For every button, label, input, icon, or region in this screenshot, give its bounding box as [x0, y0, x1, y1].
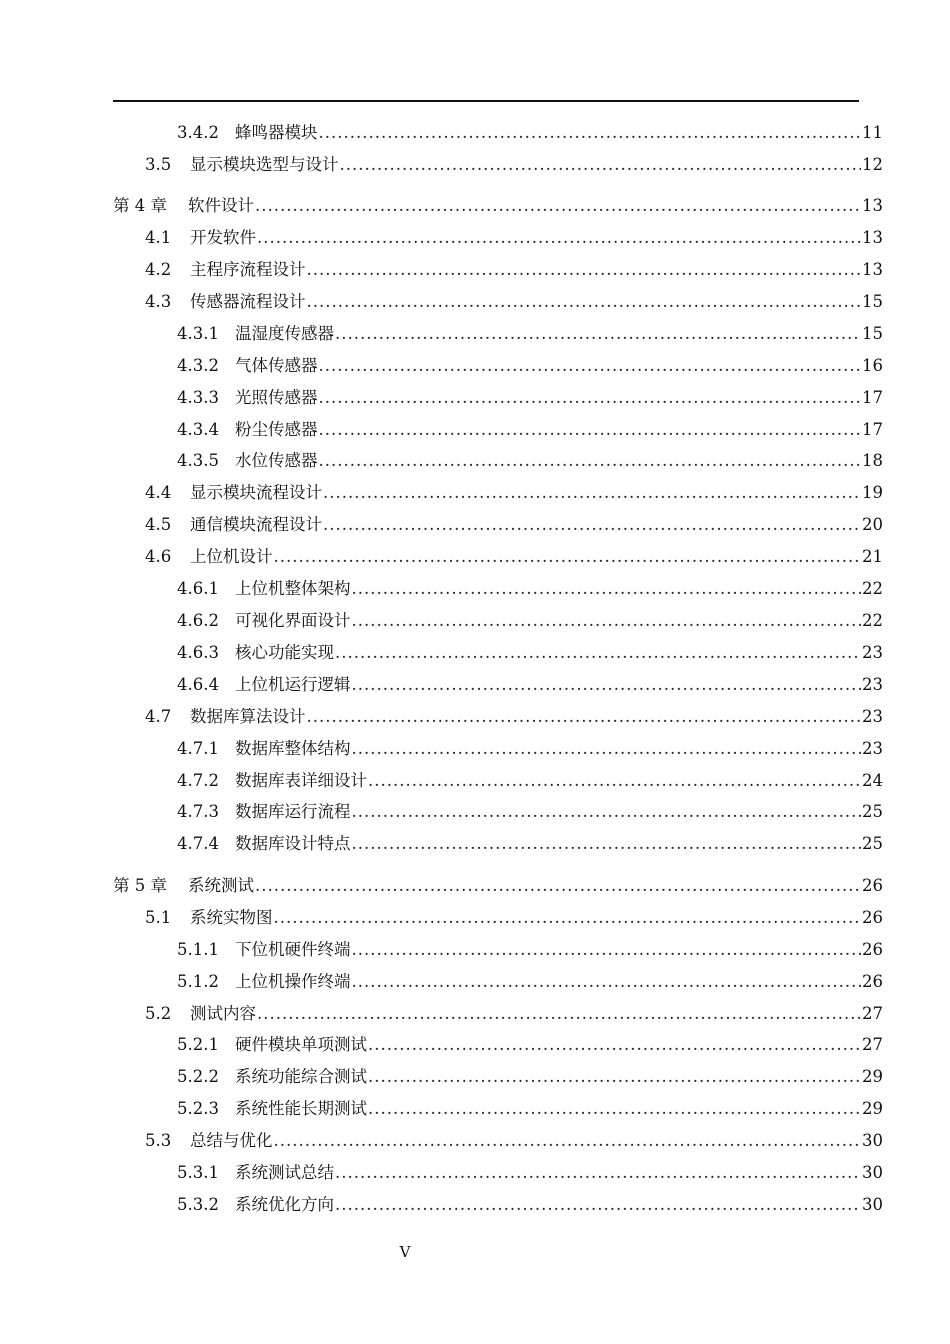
toc-dot-leader: [274, 1129, 862, 1153]
toc-dot-leader: [352, 832, 862, 856]
toc-entry-title: 开发软件: [190, 228, 256, 247]
toc-entry-number: 4.7.1: [177, 739, 219, 758]
toc-entry-page: 26: [862, 876, 883, 895]
toc-dot-leader: [257, 226, 861, 250]
toc-entry-number: 4.7.2: [177, 771, 219, 790]
toc-entry-number: 4.7.4: [177, 834, 219, 853]
toc-entry-number: 4.3.1: [177, 324, 219, 343]
toc-entry-page: 26: [862, 908, 883, 927]
toc-entry[interactable]: [177, 386, 883, 410]
toc-dot-leader: [335, 1193, 861, 1217]
toc-entry-title: 软件设计: [188, 196, 254, 215]
toc-entry[interactable]: [145, 153, 883, 177]
toc-entry-number: 4.6.2: [177, 611, 219, 630]
toc-entry-page: 30: [862, 1195, 883, 1214]
toc-entry-number: 4.6: [145, 547, 172, 566]
toc-dot-leader: [352, 609, 862, 633]
toc-entry-page: 17: [862, 420, 883, 439]
toc-entry-number: 4.3.5: [177, 451, 219, 470]
toc-dot-leader: [319, 449, 862, 473]
toc-entry-number: 4.6.1: [177, 579, 219, 598]
toc-entry-page: 24: [862, 771, 883, 790]
toc-entry-title: 蜂鸣器模块: [235, 123, 318, 142]
toc-entry-title: 主程序流程设计: [190, 260, 306, 279]
toc-entry-number: 5.3.2: [177, 1195, 219, 1214]
toc-dot-leader: [368, 1065, 861, 1089]
toc-entry-page: 13: [862, 228, 883, 247]
toc-entry-title: 光照传感器: [235, 388, 318, 407]
toc-entry[interactable]: [177, 641, 883, 665]
toc-entry-title: 系统功能综合测试: [235, 1067, 367, 1086]
toc-entry-number: 4.7.3: [177, 802, 219, 821]
toc-entry-page: 20: [862, 515, 883, 534]
toc-dot-leader: [323, 513, 861, 537]
toc-dot-leader: [335, 641, 861, 665]
toc-entry-title: 数据库运行流程: [235, 802, 351, 821]
toc-entry-page: 30: [862, 1131, 883, 1150]
toc-entry[interactable]: [177, 121, 883, 145]
toc-entry-title: 核心功能实现: [235, 643, 334, 662]
toc-entry[interactable]: [145, 705, 883, 729]
toc-entry-number: 4.3.3: [177, 388, 219, 407]
toc-entry-title: 系统优化方向: [235, 1195, 334, 1214]
toc-entry-title: 系统测试: [188, 876, 254, 895]
toc-entry-number: 4.5: [145, 515, 172, 534]
toc-entry-number: 4.6.3: [177, 643, 219, 662]
toc-entry-title: 系统性能长期测试: [235, 1099, 367, 1118]
toc-entry-title: 测试内容: [190, 1004, 256, 1023]
toc-entry[interactable]: [145, 481, 883, 505]
toc-entry-number: 5.3: [145, 1131, 172, 1150]
toc-entry-title: 系统实物图: [190, 908, 273, 927]
toc-entry-number: 4.4: [145, 483, 172, 502]
toc-entry-title: 数据库算法设计: [190, 707, 306, 726]
toc-entry-number: 5.1: [145, 908, 172, 927]
toc-entry-title: 通信模块流程设计: [190, 515, 322, 534]
toc-entry[interactable]: [177, 769, 883, 793]
toc-entry[interactable]: [177, 449, 883, 473]
toc-entry-number: 4.1: [145, 228, 172, 247]
toc-entry-page: 12: [862, 155, 883, 174]
toc-dot-leader: [319, 121, 862, 145]
toc-entry-title: 水位传感器: [235, 451, 318, 470]
toc-entry[interactable]: [177, 1193, 883, 1217]
toc-dot-leader: [255, 874, 861, 898]
toc-dot-leader: [352, 737, 862, 761]
toc-dot-leader: [307, 290, 862, 314]
toc-entry-title: 显示模块流程设计: [190, 483, 322, 502]
toc-entry-number: 4.2: [145, 260, 172, 279]
toc-dot-leader: [319, 418, 862, 442]
toc-entry-page: 15: [862, 324, 883, 343]
toc-entry-title: 数据库表详细设计: [235, 771, 367, 790]
toc-entry[interactable]: [177, 1161, 883, 1185]
toc-entry-page: 16: [862, 356, 883, 375]
toc-entry[interactable]: [113, 874, 883, 898]
toc-entry-title: 硬件模块单项测试: [235, 1035, 367, 1054]
toc-dot-leader: [352, 970, 862, 994]
toc-entry-page: 29: [862, 1067, 883, 1086]
toc-entry[interactable]: [113, 194, 883, 218]
toc-entry[interactable]: [177, 1033, 883, 1057]
toc-dot-leader: [368, 769, 861, 793]
toc-entry[interactable]: [145, 226, 883, 250]
toc-entry-page: 23: [862, 739, 883, 758]
toc-entry[interactable]: [145, 1002, 883, 1026]
toc-entry[interactable]: [177, 577, 883, 601]
toc-entry-page: 25: [862, 802, 883, 821]
toc-entry-page: 23: [862, 675, 883, 694]
toc-entry-title: 上位机设计: [190, 547, 273, 566]
toc-entry[interactable]: [145, 290, 883, 314]
toc-entry-page: 27: [862, 1004, 883, 1023]
toc-entry-page: 15: [862, 292, 883, 311]
toc-entry[interactable]: [145, 258, 883, 282]
toc-entry-page: 22: [862, 579, 883, 598]
toc-entry[interactable]: [177, 354, 883, 378]
toc-dot-leader: [257, 1002, 861, 1026]
toc-entry[interactable]: [177, 673, 883, 697]
toc-entry-title: 传感器流程设计: [190, 292, 306, 311]
toc-entry-page: 18: [862, 451, 883, 470]
toc-dot-leader: [307, 705, 862, 729]
toc-entry-title: 显示模块选型与设计: [190, 155, 339, 174]
toc-entry-page: 23: [862, 707, 883, 726]
toc-entry-page: 30: [862, 1163, 883, 1182]
toc-entry-title: 气体传感器: [235, 356, 318, 375]
page-number: V: [399, 1243, 411, 1261]
toc-entry[interactable]: [177, 938, 883, 962]
toc-entry-page: 29: [862, 1099, 883, 1118]
toc-entry[interactable]: [177, 418, 883, 442]
toc-entry-title: 系统测试总结: [235, 1163, 334, 1182]
toc-entry[interactable]: [177, 1097, 883, 1121]
toc-entry-number: 5.2: [145, 1004, 172, 1023]
toc-entry-title: 可视化界面设计: [235, 611, 351, 630]
toc-entry-number: 4.3.2: [177, 356, 219, 375]
toc-entry[interactable]: [145, 906, 883, 930]
toc-dot-leader: [352, 938, 862, 962]
toc-entry[interactable]: [177, 322, 883, 346]
toc-entry-number: 第 5 章: [113, 876, 167, 895]
toc-entry-page: 17: [862, 388, 883, 407]
toc-entry-number: 第 4 章: [113, 196, 167, 215]
toc-entry-number: 4.3.4: [177, 420, 219, 439]
toc-entry-title: 数据库设计特点: [235, 834, 351, 853]
toc-dot-leader: [340, 153, 862, 177]
toc-entry-number: 3.5: [145, 155, 172, 174]
toc-entry-title: 上位机整体架构: [235, 579, 351, 598]
toc-entry[interactable]: [145, 1129, 883, 1153]
toc-dot-leader: [352, 673, 862, 697]
toc-dot-leader: [335, 322, 861, 346]
toc-entry-title: 下位机硬件终端: [235, 940, 351, 959]
toc-dot-leader: [319, 386, 862, 410]
toc-entry-title: 粉尘传感器: [235, 420, 318, 439]
toc-entry[interactable]: [177, 970, 883, 994]
toc-entry[interactable]: [177, 609, 883, 633]
toc-dot-leader: [368, 1097, 861, 1121]
toc-entry-number: 4.3: [145, 292, 172, 311]
toc-entry-number: 4.7: [145, 707, 172, 726]
toc-dot-leader: [323, 481, 861, 505]
toc-entry-title: 上位机运行逻辑: [235, 675, 351, 694]
toc-entry[interactable]: [177, 800, 883, 824]
toc-entry-number: 3.4.2: [177, 123, 219, 142]
toc-entry[interactable]: [177, 832, 883, 856]
toc-entry-page: 26: [862, 972, 883, 991]
toc-entry-number: 5.3.1: [177, 1163, 219, 1182]
toc-entry[interactable]: [145, 545, 883, 569]
toc-entry-number: 5.2.2: [177, 1067, 219, 1086]
toc-entry-page: 11: [862, 123, 883, 142]
toc-entry-page: 22: [862, 611, 883, 630]
toc-entry-page: 25: [862, 834, 883, 853]
toc-entry-title: 温湿度传感器: [235, 324, 334, 343]
toc-dot-leader: [255, 194, 861, 218]
toc-entry-number: 5.2.3: [177, 1099, 219, 1118]
toc-entry-title: 总结与优化: [190, 1131, 273, 1150]
toc-entry-page: 27: [862, 1035, 883, 1054]
toc-entry-title: 数据库整体结构: [235, 739, 351, 758]
toc-entry-page: 21: [862, 547, 883, 566]
toc-entry-number: 4.6.4: [177, 675, 219, 694]
toc-entry-page: 23: [862, 643, 883, 662]
toc-entry[interactable]: [177, 737, 883, 761]
toc-entry-number: 5.1.2: [177, 972, 219, 991]
toc-dot-leader: [307, 258, 862, 282]
toc-dot-leader: [319, 354, 862, 378]
toc-dot-leader: [274, 545, 862, 569]
toc-entry-title: 上位机操作终端: [235, 972, 351, 991]
toc-entry-page: 13: [862, 260, 883, 279]
toc-dot-leader: [335, 1161, 861, 1185]
toc-entry[interactable]: [145, 513, 883, 537]
toc-dot-leader: [352, 577, 862, 601]
toc-entry-number: 5.2.1: [177, 1035, 219, 1054]
toc-entry[interactable]: [177, 1065, 883, 1089]
toc-dot-leader: [352, 800, 862, 824]
toc-entry-page: 26: [862, 940, 883, 959]
toc-dot-leader: [274, 906, 862, 930]
toc-dot-leader: [368, 1033, 861, 1057]
toc-entry-number: 5.1.1: [177, 940, 219, 959]
toc-entry-page: 13: [862, 196, 883, 215]
toc-entry-page: 19: [862, 483, 883, 502]
